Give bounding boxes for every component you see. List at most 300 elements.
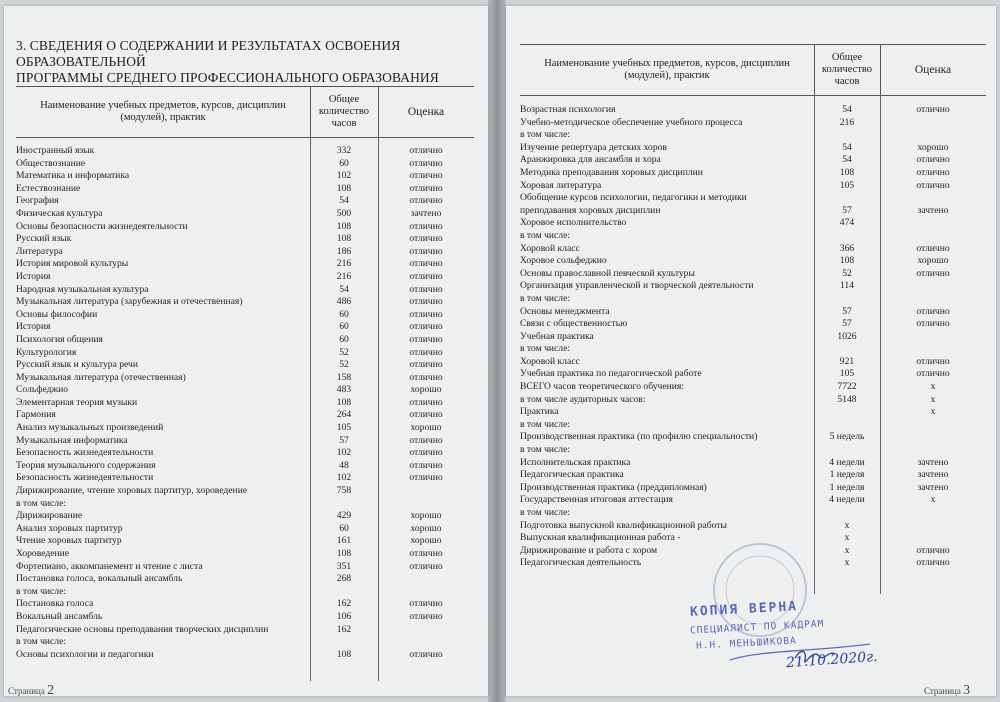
row-name: Гармония xyxy=(16,409,56,421)
row-name: Организация управленческой и творческой деятельности xyxy=(520,280,754,292)
row-hours xyxy=(310,586,378,599)
row-name: Русский язык xyxy=(16,233,72,245)
row-hours: 429 xyxy=(336,510,352,522)
table-row xyxy=(520,104,986,117)
row-grade: отлично xyxy=(409,182,443,194)
row-grade xyxy=(880,507,986,520)
row-name: в том числе: xyxy=(16,636,67,648)
row-grade: отлично xyxy=(409,610,443,622)
row-hours: 105 xyxy=(336,422,352,434)
row-grade xyxy=(880,293,986,306)
row-grade: хорошо xyxy=(410,535,442,547)
row-hours xyxy=(310,498,378,511)
table-row xyxy=(520,268,986,281)
row-name: Сольфеджио xyxy=(16,384,69,396)
row-name: в том числе: xyxy=(16,497,67,509)
row-hours: 500 xyxy=(336,207,352,219)
row-hours: 60 xyxy=(339,333,349,345)
row-hours xyxy=(814,419,880,432)
row-grade: x xyxy=(930,406,936,418)
row-hours: 351 xyxy=(336,560,352,572)
row-grade: отлично xyxy=(409,434,443,446)
table-row xyxy=(520,394,986,407)
row-grade: отлично xyxy=(409,321,443,333)
stamp-line3: Н.Н. МЕНЬШИКОВА xyxy=(695,635,798,652)
table-row xyxy=(16,498,474,511)
row-hours: 162 xyxy=(336,598,352,610)
table-row xyxy=(16,447,474,460)
header-grade: Оценка xyxy=(914,64,952,76)
table-row xyxy=(16,510,474,523)
row-name: Хоровой класс xyxy=(520,242,580,254)
row-hours: 758 xyxy=(336,485,352,497)
table-row xyxy=(520,406,986,419)
row-grade: x xyxy=(930,381,936,393)
row-grade: отлично xyxy=(916,305,950,317)
row-hours: 102 xyxy=(336,472,352,484)
table-row xyxy=(520,368,986,381)
row-grade: отлично xyxy=(409,296,443,308)
header-name: Наименование учебных предметов, курсов, дисциплин (модулей), практик xyxy=(544,58,790,81)
row-grade: отлично xyxy=(916,557,950,569)
table-row xyxy=(16,611,474,624)
row-grade: отлично xyxy=(409,459,443,471)
row-name: Выпускная квалификационная работа - xyxy=(520,532,681,544)
row-hours: 108 xyxy=(336,396,352,408)
table-row xyxy=(16,309,474,322)
row-name: в том числе: xyxy=(520,292,571,304)
row-hours: 366 xyxy=(839,242,855,254)
row-hours: 54 xyxy=(842,141,852,153)
row-hours: 108 xyxy=(336,182,352,194)
row-name: Литература xyxy=(16,245,63,257)
row-name: ВСЕГО часов теоретического обучения: xyxy=(520,381,684,393)
table-row xyxy=(520,306,986,319)
row-name: Государственная итоговая аттестация xyxy=(520,494,673,506)
row-name: Музыкальная литература (отечественная) xyxy=(16,371,186,383)
table-row xyxy=(16,649,474,662)
row-hours: 483 xyxy=(336,384,352,396)
row-hours: 268 xyxy=(336,573,352,585)
row-name: Хоровой класс xyxy=(520,355,580,367)
row-grade: хорошо xyxy=(917,255,949,267)
row-hours: 108 xyxy=(336,233,352,245)
row-grade xyxy=(880,129,986,142)
row-hours: 1 неделя xyxy=(829,481,865,493)
row-hours: 4 недели xyxy=(829,494,865,506)
row-hours: 216 xyxy=(336,258,352,270)
table-row xyxy=(16,372,474,385)
table-row xyxy=(16,347,474,360)
row-grade: хорошо xyxy=(410,522,442,534)
table-row xyxy=(16,573,474,586)
row-name: в том числе: xyxy=(520,418,571,430)
stamp-line2: СПЕЦИАЛИСТ ПО КАДРАМ xyxy=(689,618,825,637)
row-hours: x xyxy=(844,544,850,556)
table-row xyxy=(16,485,474,498)
row-name: Физическая культура xyxy=(16,207,103,219)
row-grade: отлично xyxy=(409,472,443,484)
right-table-body xyxy=(520,104,986,570)
table-row xyxy=(16,170,474,183)
row-hours: 105 xyxy=(839,179,855,191)
row-grade xyxy=(880,444,986,457)
row-name: Безопасность жизнедеятельности xyxy=(16,447,154,459)
row-hours: 57 xyxy=(842,204,852,216)
row-hours: 54 xyxy=(842,154,852,166)
row-hours: x xyxy=(844,532,850,544)
row-name: Музыкальная информатика xyxy=(16,434,128,446)
row-name: Дирижирование, чтение хоровых партитур, хороведение xyxy=(16,485,248,497)
row-hours: 158 xyxy=(336,371,352,383)
row-hours: 48 xyxy=(339,459,349,471)
row-hours: 114 xyxy=(839,280,855,292)
row-name: Производственная практика (по профилю специальности) xyxy=(520,431,758,443)
row-hours: 1 неделя xyxy=(829,469,865,481)
row-name: в том числе: xyxy=(520,129,571,141)
row-grade: отлично xyxy=(409,220,443,232)
table-row xyxy=(16,384,474,397)
row-name: Хороведение xyxy=(16,548,69,559)
row-hours: 52 xyxy=(339,359,349,371)
table-row xyxy=(520,318,986,331)
table-row xyxy=(520,431,986,444)
row-hours: 4 недели xyxy=(829,456,865,468)
row-hours: 1026 xyxy=(837,330,857,342)
row-grade: x xyxy=(930,494,936,506)
row-name: в том числе аудиторных часов: xyxy=(520,393,646,405)
table-row xyxy=(16,334,474,347)
row-name: в том числе: xyxy=(16,585,67,597)
row-grade xyxy=(880,431,986,444)
header-name: Наименование учебных предметов, курсов, дисциплин (модулей), практик xyxy=(40,100,286,123)
stamp-date: 21.10.2020г. xyxy=(785,648,879,672)
row-grade: отлично xyxy=(409,359,443,371)
row-grade: отлично xyxy=(409,548,443,559)
row-hours xyxy=(814,406,880,419)
row-grade: отлично xyxy=(916,166,950,178)
row-name: Обобщение курсов психологии, педагогики и методики xyxy=(520,192,747,204)
header-hours: Общее количество часов xyxy=(318,94,370,129)
row-name: Учебная практика xyxy=(520,330,594,342)
row-name: Основы философии xyxy=(16,308,98,320)
row-name: Народная музыкальная культура xyxy=(16,283,149,295)
row-name: История xyxy=(16,270,51,282)
row-grade xyxy=(378,624,474,637)
row-hours: 106 xyxy=(336,610,352,622)
row-hours xyxy=(814,293,880,306)
row-grade: хорошо xyxy=(410,384,442,396)
table-row xyxy=(16,284,474,297)
row-name: Элементарная теория музыки xyxy=(16,396,138,408)
row-grade: отлично xyxy=(916,242,950,254)
table-row xyxy=(16,435,474,448)
row-grade: отлично xyxy=(409,157,443,169)
row-name: в том числе: xyxy=(520,343,571,355)
table-row xyxy=(16,523,474,536)
row-hours: 57 xyxy=(842,318,852,330)
table-row xyxy=(520,520,986,533)
row-name: Учебно-методическое обеспечение учебного процесса xyxy=(520,116,743,128)
row-grade xyxy=(378,498,474,511)
row-grade xyxy=(378,636,474,649)
row-name: в том числе: xyxy=(520,229,571,241)
row-grade xyxy=(378,573,474,586)
row-hours: 332 xyxy=(336,145,352,156)
row-grade: зачтено xyxy=(410,207,442,219)
row-name: Хоровое исполнительство xyxy=(520,217,627,229)
row-name: Культурология xyxy=(16,346,77,358)
row-name: Дирижирование xyxy=(16,510,83,522)
row-grade: отлично xyxy=(409,560,443,572)
row-name: Производственная практика (преддипломная) xyxy=(520,481,707,493)
table-row xyxy=(520,494,986,507)
row-hours: 474 xyxy=(839,217,855,229)
row-name: Педагогическая практика xyxy=(520,469,624,481)
row-grade: отлично xyxy=(409,145,443,156)
row-hours: 57 xyxy=(339,434,349,446)
row-name: Психология общения xyxy=(16,333,103,345)
row-grade: отлично xyxy=(409,409,443,421)
row-hours: 108 xyxy=(336,548,352,559)
table-row xyxy=(520,205,986,218)
table-row xyxy=(520,457,986,470)
table-row xyxy=(520,293,986,306)
row-hours xyxy=(814,230,880,243)
row-name: Фортепиано, аккомпанемент и чтение с листа xyxy=(16,560,203,572)
table-row xyxy=(520,331,986,344)
row-name: Учебная практика по педагогической работе xyxy=(520,368,702,380)
table-row xyxy=(16,321,474,334)
row-name: Основы безопасности жизнедеятельности xyxy=(16,220,188,232)
table-row xyxy=(16,359,474,372)
row-grade: отлично xyxy=(409,233,443,245)
table-row xyxy=(520,356,986,369)
row-grade: отлично xyxy=(916,368,950,380)
row-name: Возрастная психология xyxy=(520,104,616,115)
row-name: Основы психологии и педагогики xyxy=(16,648,154,660)
row-hours: 108 xyxy=(839,255,855,267)
row-grade: хорошо xyxy=(917,141,949,153)
row-hours: 108 xyxy=(839,166,855,178)
table-row xyxy=(520,167,986,180)
row-grade xyxy=(880,419,986,432)
row-name: в том числе: xyxy=(520,444,571,456)
table-row xyxy=(16,221,474,234)
row-grade xyxy=(880,343,986,356)
row-grade: отлично xyxy=(916,267,950,279)
row-grade: зачтено xyxy=(917,469,949,481)
page-number: 3 xyxy=(963,683,971,698)
row-hours: 108 xyxy=(336,648,352,660)
row-hours xyxy=(814,192,880,205)
table-row xyxy=(520,507,986,520)
row-name: Дирижирование и работа с хором xyxy=(520,544,658,556)
page-number-right xyxy=(924,683,970,699)
row-name: Хоровое сольфеджио xyxy=(520,255,607,267)
row-grade: отлично xyxy=(409,598,443,610)
table-row xyxy=(520,482,986,495)
table-row xyxy=(520,192,986,205)
row-name: Основы православной певческой культуры xyxy=(520,267,695,279)
row-name: в том числе: xyxy=(520,507,571,518)
row-name: Анализ хоровых партитур xyxy=(16,522,123,534)
row-hours xyxy=(814,343,880,356)
table-row xyxy=(16,158,474,171)
table-row xyxy=(520,142,986,155)
row-hours: 52 xyxy=(842,267,852,279)
row-name: Чтение хоровых партитур xyxy=(16,535,122,547)
section-title-line2: ПРОГРАММЫ СРЕДНЕГО ПРОФЕССИОНАЛЬНОГО ОБРАЗОВАНИЯ xyxy=(16,70,439,85)
left-table-header xyxy=(16,86,474,138)
row-grade: отлично xyxy=(409,648,443,660)
row-grade: отлично xyxy=(409,308,443,320)
row-grade: отлично xyxy=(916,179,950,191)
row-grade: x xyxy=(930,393,936,405)
row-hours xyxy=(814,444,880,457)
row-hours: 105 xyxy=(839,368,855,380)
row-name: История мировой культуры xyxy=(16,258,129,270)
table-row xyxy=(16,183,474,196)
page-label: Страница xyxy=(8,686,45,696)
row-name: Вокальный ансамбль xyxy=(16,610,103,622)
table-row xyxy=(16,472,474,485)
table-row xyxy=(520,154,986,167)
row-grade: отлично xyxy=(916,355,950,367)
row-grade: зачтено xyxy=(917,204,949,216)
row-name: Аранжировка для ансамбля и хора xyxy=(520,154,661,166)
row-name: Подготовка выпускной квалификационной работы xyxy=(520,519,727,531)
table-row xyxy=(16,271,474,284)
row-grade xyxy=(880,280,986,293)
left-page xyxy=(4,6,488,696)
table-row xyxy=(16,586,474,599)
table-row xyxy=(520,343,986,356)
row-grade: хорошо xyxy=(410,422,442,434)
row-hours: 5 недель xyxy=(829,431,865,443)
table-row xyxy=(520,444,986,457)
row-hours xyxy=(814,129,880,142)
row-name: Иностранный язык xyxy=(16,145,95,156)
row-grade xyxy=(880,117,986,130)
table-row xyxy=(16,233,474,246)
row-grade: отлично xyxy=(409,170,443,182)
row-hours: 108 xyxy=(336,220,352,232)
row-name: Связи с общественностью xyxy=(520,318,628,330)
row-hours: 486 xyxy=(336,296,352,308)
stamp-line1: КОПИЯ ВЕРНА xyxy=(689,599,799,620)
table-row xyxy=(520,117,986,130)
row-hours: 102 xyxy=(336,447,352,459)
page-number-left xyxy=(8,683,54,699)
row-name: Практика xyxy=(520,406,559,418)
row-grade: отлично xyxy=(409,258,443,270)
right-table-header xyxy=(520,44,986,96)
row-grade xyxy=(880,331,986,344)
row-hours: 921 xyxy=(839,355,855,367)
row-hours: 60 xyxy=(339,157,349,169)
row-grade: зачтено xyxy=(917,481,949,493)
table-row xyxy=(16,460,474,473)
section-title xyxy=(16,38,484,86)
row-hours: 54 xyxy=(339,283,349,295)
row-hours: 52 xyxy=(339,346,349,358)
row-name: Изучение репертуара детских хоров xyxy=(520,141,667,153)
section-title-line1: 3. СВЕДЕНИЯ О СОДЕРЖАНИИ И РЕЗУЛЬТАТАХ ОСВОЕНИЯ ОБРАЗОВАТЕЛЬНОЙ xyxy=(16,38,401,69)
table-row xyxy=(16,422,474,435)
row-name: Педагогические основы преподавания творческих дисциплин xyxy=(16,623,269,635)
row-hours: x xyxy=(844,557,850,569)
row-name: География xyxy=(16,195,59,207)
table-row xyxy=(16,535,474,548)
row-grade xyxy=(378,586,474,599)
table-row xyxy=(16,208,474,221)
row-name: Исполнительская практика xyxy=(520,456,631,468)
row-grade: отлично xyxy=(409,447,443,459)
certification-stamp xyxy=(690,540,880,690)
table-row xyxy=(520,255,986,268)
table-row xyxy=(16,258,474,271)
row-grade xyxy=(880,230,986,243)
table-row xyxy=(16,636,474,649)
row-hours: 162 xyxy=(336,623,352,635)
row-hours: 60 xyxy=(339,522,349,534)
table-row xyxy=(16,195,474,208)
row-grade: отлично xyxy=(916,544,950,556)
row-hours xyxy=(814,507,880,520)
row-hours: 5148 xyxy=(837,393,857,405)
row-grade: отлично xyxy=(409,270,443,282)
row-hours: 102 xyxy=(336,170,352,182)
row-grade: отлично xyxy=(409,283,443,295)
page-number: 2 xyxy=(47,683,55,698)
table-row xyxy=(16,624,474,637)
table-row xyxy=(16,145,474,158)
row-grade: отлично xyxy=(916,318,950,330)
table-row xyxy=(16,296,474,309)
row-grade xyxy=(880,192,986,205)
table-row xyxy=(16,246,474,259)
row-name: Методика преподавания хоровых дисциплин xyxy=(520,166,703,178)
row-grade: отлично xyxy=(409,245,443,257)
row-hours: 7722 xyxy=(837,381,857,393)
table-row xyxy=(16,397,474,410)
table-row xyxy=(520,180,986,193)
row-grade: отлично xyxy=(409,195,443,207)
row-hours: 60 xyxy=(339,321,349,333)
row-name: Хоровая литература xyxy=(520,179,602,191)
row-name: Математика и информатика xyxy=(16,170,130,182)
row-name: Постановка голоса xyxy=(16,598,94,610)
row-grade xyxy=(880,532,986,545)
row-name: Музыкальная литература (зарубежная и отечественная) xyxy=(16,296,243,308)
left-table-body xyxy=(16,145,474,661)
table-row xyxy=(520,129,986,142)
row-name: Обществознание xyxy=(16,157,86,169)
row-name: История xyxy=(16,321,51,333)
row-hours: x xyxy=(844,519,850,531)
row-name: Естествознание xyxy=(16,182,81,194)
row-grade: отлично xyxy=(916,154,950,166)
row-name: Постановка голоса, вокальный ансамбль xyxy=(16,573,183,585)
table-row xyxy=(520,280,986,293)
row-name: преподавания хоровых дисциплин xyxy=(520,204,661,216)
row-hours: 216 xyxy=(336,270,352,282)
table-row xyxy=(16,409,474,422)
table-row xyxy=(520,469,986,482)
header-grade: Оценка xyxy=(407,106,445,118)
table-row xyxy=(16,561,474,574)
